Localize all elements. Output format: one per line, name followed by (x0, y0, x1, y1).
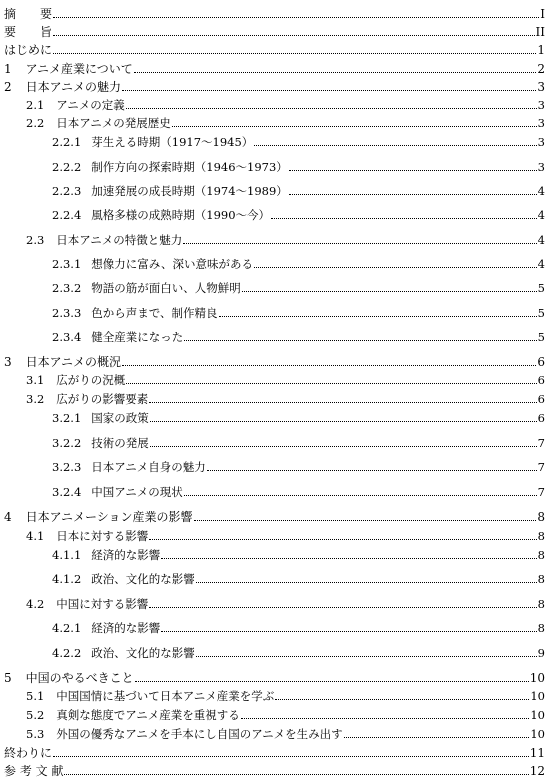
toc-entry-number: 2.1 (26, 98, 45, 112)
toc-entry (26, 391, 545, 407)
toc-entry-label (26, 596, 148, 612)
toc-entry-title: 日本アニメの概況 (25, 355, 122, 369)
toc-entry-number: 2.3 (26, 233, 45, 247)
toc-entry (52, 207, 545, 223)
toc-entry (4, 509, 545, 525)
toc-entry-title: 広がりの況概 (56, 373, 126, 387)
toc-page-number: 3 (537, 135, 545, 149)
toc-entry-title: 制作方向の探索時期（1946～1973） (91, 160, 288, 174)
toc-entry-number: 2.3.3 (52, 306, 82, 320)
toc-entry-number: 4.2.2 (52, 646, 82, 660)
toc-page-number: 6 (537, 392, 545, 406)
toc-entry (52, 134, 545, 150)
toc-entry-number: 2.2.3 (52, 184, 82, 198)
toc-entry-number: 4.1.2 (52, 572, 82, 586)
toc-page-number: 6 (537, 411, 545, 425)
toc-entry-label (4, 61, 133, 77)
toc-page-number: 8 (537, 597, 545, 611)
toc-leader-dots (183, 232, 536, 244)
toc-entry-title: はじめに (4, 43, 53, 57)
toc-entry-title: 加速発展の成長時期（1974～1989） (91, 184, 288, 198)
toc-entry-label (4, 42, 52, 58)
toc-entry (4, 763, 545, 779)
toc-leader-dots (150, 410, 537, 422)
toc-entry-title: 日本アニメ自身の魅力 (91, 460, 206, 474)
toc-entry-number: 3.2.3 (52, 460, 82, 474)
toc-entry-label (52, 571, 195, 587)
toc-leader-dots (53, 42, 536, 54)
toc-page-number: 5 (537, 281, 545, 295)
toc-entry (4, 745, 545, 761)
toc-leader-dots (242, 280, 537, 292)
toc-page-number: 5 (537, 330, 545, 344)
toc-entry (4, 354, 545, 370)
toc-leader-dots (134, 61, 537, 73)
toc-entry-label (4, 670, 134, 686)
toc-entry (4, 61, 545, 77)
toc-entry-number: 3.2 (26, 392, 45, 406)
toc-page-number: 10 (529, 671, 545, 685)
toc-page-number: 12 (529, 764, 545, 778)
toc-page-number: 7 (537, 485, 545, 499)
toc-entry (26, 232, 545, 248)
toc-page-number: 6 (537, 355, 545, 369)
toc-entry (52, 620, 545, 636)
toc-leader-dots (149, 528, 536, 540)
toc-entry-label (52, 435, 149, 451)
toc-leader-dots (184, 484, 537, 496)
toc-leader-dots (241, 707, 530, 719)
toc-page-number: 9 (537, 646, 545, 660)
toc-entry-label (52, 620, 160, 636)
toc-entry-label (52, 159, 288, 175)
toc-entry-label (4, 79, 121, 95)
toc-entry-label (26, 707, 240, 723)
toc-entry (52, 159, 545, 175)
toc-entry-label (52, 207, 270, 223)
toc-entry-title: 真剣な態度でアニメ産業を重視する (56, 708, 240, 722)
toc-entry (26, 688, 545, 704)
toc-entry-title: 政治、文化的な影響 (91, 646, 195, 660)
toc-entry-title: 経済的な影響 (91, 548, 161, 562)
toc-entry-label (4, 763, 63, 779)
toc-entry-number: 2.2.1 (52, 135, 82, 149)
toc-page-number: 8 (537, 572, 545, 586)
toc-entry-number: 3.2.2 (52, 436, 82, 450)
toc-page-number: 3 (537, 80, 545, 94)
toc-entry-label (4, 6, 52, 22)
toc-entry (52, 547, 545, 563)
toc-entry-number: 5.1 (26, 689, 45, 703)
toc-entry-label (52, 645, 195, 661)
toc-entry-label (26, 726, 343, 742)
toc-entry-number: 3.2.1 (52, 411, 82, 425)
toc-entry-number: 4.1 (26, 529, 45, 543)
toc-page-number: I (540, 7, 545, 21)
toc-entry (4, 42, 545, 58)
toc-entry-label (4, 745, 52, 761)
toc-page-number: 10 (530, 689, 545, 703)
toc-leader-dots (172, 115, 537, 127)
toc-leader-dots (161, 547, 536, 559)
toc-page-number: 10 (530, 727, 545, 741)
toc-entry (52, 645, 545, 661)
toc-leader-dots (135, 670, 529, 682)
toc-entry-title: 政治、文化的な影響 (91, 572, 195, 586)
toc-leader-dots (289, 159, 537, 171)
toc-entry-title: 想像力に富み、深い意味がある (91, 257, 253, 271)
toc-entry (52, 183, 545, 199)
toc-entry-title: 日本アニメの特徴と魅力 (56, 233, 183, 247)
toc-page-number: 8 (537, 621, 545, 635)
toc-entry (26, 372, 545, 388)
toc-leader-dots (122, 354, 536, 366)
toc-entry (26, 97, 545, 113)
toc-leader-dots (196, 571, 537, 583)
toc-page-number: 4 (537, 233, 545, 247)
toc-page-number: 4 (537, 208, 545, 222)
toc-entry-title: 日本アニメーション産業の影響 (25, 510, 193, 524)
toc-entry-number: 4.2.1 (52, 621, 82, 635)
toc-entry-number: 3 (4, 355, 12, 369)
toc-entry (26, 115, 545, 131)
toc-entry-number: 4 (4, 510, 12, 524)
toc-entry (52, 435, 545, 451)
toc-leader-dots (254, 256, 537, 268)
toc-entry-label (26, 528, 148, 544)
toc-entry-label (52, 280, 241, 296)
toc-page-number: 3 (537, 116, 545, 130)
toc-page-number: 11 (529, 746, 545, 760)
toc-leader-dots (254, 134, 536, 146)
toc-entry (4, 670, 545, 686)
toc-entry (52, 571, 545, 587)
toc-page-number: 3 (537, 98, 545, 112)
toc-leader-dots (126, 97, 537, 109)
toc-entry (26, 707, 545, 723)
toc-page-number: 10 (530, 708, 545, 722)
toc-entry-number: 2.2.4 (52, 208, 82, 222)
toc-entry-label (4, 354, 121, 370)
toc-entry-label (26, 372, 125, 388)
toc-entry (52, 329, 545, 345)
toc-entry-title: 参 考 文 献 (4, 764, 64, 778)
toc-page-number: 8 (537, 510, 545, 524)
toc-entry-number: 2.3.2 (52, 281, 82, 295)
toc-entry-number: 4.2 (26, 597, 45, 611)
toc-entry-title: 要 旨 (4, 25, 53, 39)
toc-leader-dots (64, 763, 528, 775)
toc-entry-number: 2.2.2 (52, 160, 82, 174)
toc-leader-dots (344, 726, 530, 738)
toc-entry (26, 726, 545, 742)
toc-entry-title: 中国のやるべきこと (25, 671, 134, 685)
toc-entry-title: 日本アニメの発展歴史 (56, 116, 171, 130)
toc-entry-label (26, 115, 171, 131)
toc-page-number: 4 (537, 257, 545, 271)
toc-entry-number: 1 (4, 62, 12, 76)
toc-entry-number: 2.3.1 (52, 257, 82, 271)
toc-page-number: 8 (537, 548, 545, 562)
toc-leader-dots (207, 459, 537, 471)
toc-page-number: II (535, 25, 545, 39)
toc-entry-number: 3.1 (26, 373, 45, 387)
toc-leader-dots (196, 645, 537, 657)
toc-leader-dots (275, 688, 529, 700)
toc-leader-dots (184, 329, 536, 341)
toc-entry-label (52, 547, 160, 563)
toc-leader-dots (53, 6, 539, 18)
toc-entry (52, 459, 545, 475)
toc-leader-dots (150, 435, 537, 447)
toc-entry-title: 中国アニメの現状 (91, 485, 183, 499)
toc-entry-number: 5.3 (26, 727, 45, 741)
toc-entry-title: 経済的な影響 (91, 621, 161, 635)
toc-entry-label (52, 484, 183, 500)
toc-entry-title: 中国国情に基づいて日本アニメ産業を学ぶ (56, 689, 275, 703)
toc-entry-title: 技術の発展 (91, 436, 149, 450)
toc-entry (52, 410, 545, 426)
toc-entry-number: 5.2 (26, 708, 45, 722)
toc-entry-title: 健全産業になった (91, 330, 184, 344)
toc-entry (4, 24, 545, 40)
toc-entry (26, 596, 545, 612)
toc-entry-label (52, 134, 253, 150)
toc-entry-title: 色から声まで、制作精良 (91, 306, 218, 320)
toc-entry-title: 風格多様の成熟時期（1990～今） (91, 208, 271, 222)
toc-leader-dots (161, 620, 536, 632)
toc-entry-label (26, 688, 274, 704)
toc-entry-label (52, 256, 253, 272)
toc-entry (52, 256, 545, 272)
toc-entry (52, 280, 545, 296)
toc-entry-number: 2.2 (26, 116, 45, 130)
toc-entry-title: アニメ産業について (25, 62, 133, 76)
toc-page-number: 7 (537, 460, 545, 474)
toc-entry-number: 2.3.4 (52, 330, 82, 344)
toc-entry (4, 79, 545, 95)
toc-entry-number: 5 (4, 671, 12, 685)
toc-page-number: 4 (537, 184, 545, 198)
toc-entry (52, 305, 545, 321)
toc-leader-dots (149, 596, 536, 608)
toc-leader-dots (289, 183, 537, 195)
toc-entry-title: 日本に対する影響 (56, 529, 149, 543)
toc-entry-label (52, 329, 183, 345)
toc-entry-title: 終わりに (4, 746, 53, 760)
toc-entry-title: 物語の筋が面白い、人物鮮明 (91, 281, 241, 295)
toc-entry-label (26, 97, 125, 113)
toc-entry-title: 日本アニメの魅力 (25, 80, 122, 94)
toc-entry (52, 484, 545, 500)
toc-entry (4, 6, 545, 22)
toc-entry-label (52, 410, 149, 426)
toc-entry-label (4, 509, 193, 525)
toc-page-number: 7 (537, 436, 545, 450)
toc-entry-title: 広がりの影響要素 (56, 392, 149, 406)
toc-entry-title: アニメの定義 (56, 98, 125, 112)
toc-entry-title: 外国の優秀なアニメを手本にし自国のアニメを生み出す (56, 727, 343, 741)
toc-entry-number: 3.2.4 (52, 485, 82, 499)
toc-page-number: 2 (537, 62, 545, 76)
toc-entry-label (52, 305, 218, 321)
toc-page-number: 6 (537, 373, 545, 387)
toc-leader-dots (126, 372, 536, 384)
toc-entry-label (52, 183, 288, 199)
toc-entry-title: 国家の政策 (91, 411, 149, 425)
toc-entry-label (26, 391, 148, 407)
toc-page-number: 8 (537, 529, 545, 543)
toc-leader-dots (53, 24, 535, 36)
toc-leader-dots (122, 79, 536, 91)
toc-entry-label (52, 459, 206, 475)
toc-leader-dots (53, 745, 529, 757)
toc-entry-label (26, 232, 182, 248)
toc-entry-title: 中国に対する影響 (56, 597, 149, 611)
toc-entry-title: 芽生える時期（1917～1945） (91, 135, 254, 149)
toc-page-number: 5 (537, 306, 545, 320)
toc-leader-dots (194, 509, 537, 521)
toc-entry-title: 摘 要 (4, 7, 53, 21)
toc-page-number: 1 (537, 43, 545, 57)
toc-leader-dots (149, 391, 536, 403)
toc-entry-number: 2 (4, 80, 12, 94)
toc-entry-label (4, 24, 52, 40)
toc-entry-number: 4.1.1 (52, 548, 82, 562)
toc-page-number: 3 (537, 160, 545, 174)
toc-entry (26, 528, 545, 544)
toc-leader-dots (271, 207, 537, 219)
toc-leader-dots (219, 305, 537, 317)
